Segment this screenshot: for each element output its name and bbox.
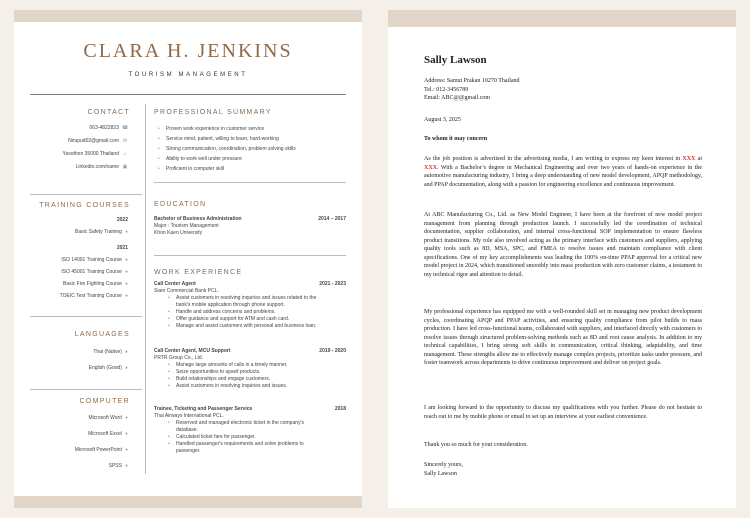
languages-title: LANGUAGES xyxy=(74,331,130,338)
job-entry xyxy=(154,406,346,455)
job-years: 2021 - 2023 xyxy=(319,281,346,287)
bullet-icon: ● xyxy=(124,365,128,371)
training-title: TRAINING COURSES xyxy=(39,202,130,209)
training-item: TOEIC Test Training Course ● xyxy=(59,293,128,299)
duty-item: • Build relationships and engage customers. xyxy=(176,376,346,383)
location-icon: ⌂ xyxy=(123,151,127,157)
duty-item: • Manage and assist customers with personal and business loan. xyxy=(176,323,346,330)
duty-item: • Manage large amounts of calls in a timely manner. xyxy=(176,362,346,369)
school: Khon Kaen University xyxy=(154,230,203,236)
major: Major : Tourism Management xyxy=(154,223,219,229)
duty-item: • Calculated ticket fare for passenger. xyxy=(176,434,346,441)
duty-continuation: passenger. xyxy=(176,448,201,454)
duty-item: • Assist customers in resolving inquiries and issues. xyxy=(176,383,346,390)
training-item: ISO 14001 Training Course ● xyxy=(61,257,128,263)
contact-linkedin: Linkedin.com/name ▣ xyxy=(62,161,128,174)
job-entry xyxy=(154,348,346,390)
job-role: Call Center Agent, MCU Support xyxy=(154,348,231,354)
bullet-icon: ● xyxy=(124,463,128,469)
letter-salutation: To whom it may concern xyxy=(424,136,488,142)
letter-signoff xyxy=(424,461,702,478)
job-duties xyxy=(154,420,346,455)
job-duties xyxy=(154,295,346,330)
computer-list xyxy=(75,410,128,474)
bullet-icon: ● xyxy=(124,257,128,263)
bullet-icon: ● xyxy=(124,293,128,299)
education-title: EDUCATION xyxy=(154,201,207,208)
language-item: English (Good) ● xyxy=(88,365,128,371)
placeholder-highlight: XXX xyxy=(682,156,696,162)
letter-top-band xyxy=(388,10,736,27)
job-duties xyxy=(154,362,346,390)
computer-item: Microsoft Word ● xyxy=(88,415,128,421)
duty-item: • Reserved and managed electronic ticket in the company's xyxy=(176,420,346,427)
education-years: 2014 – 2017 xyxy=(318,216,346,222)
summary-list xyxy=(166,124,296,174)
job-company: PRTR Group Co., Ltd. xyxy=(154,355,204,361)
linkedin-icon: ▣ xyxy=(122,164,128,170)
job-company: Thai Airways International PCL. xyxy=(154,413,224,419)
bullet-icon: ● xyxy=(124,415,128,421)
degree: Bachelor of Business Administration xyxy=(154,216,242,222)
sender-tel: Tel.: 012-3456789 xyxy=(424,86,469,93)
computer-item: Microsoft PowerPoint ● xyxy=(74,447,128,453)
job-role: Call Center Agent xyxy=(154,281,196,287)
duty-item: • Assist customers in resolving inquiries and issues related to the xyxy=(176,295,346,302)
column-divider xyxy=(145,104,146,474)
computer-title: COMPUTER xyxy=(79,398,130,405)
summary-item: • Service mind, patient, willing to learn, hard-working xyxy=(166,134,296,144)
job-years: 2019 - 2020 xyxy=(319,348,346,354)
job-entry xyxy=(154,281,346,330)
computer-item: Microsoft Excel ● xyxy=(88,431,128,437)
sender-contact xyxy=(424,77,702,103)
sender-email: Email: ABC@@gmail.com xyxy=(424,95,491,101)
bullet-icon: ● xyxy=(124,281,128,287)
mail-icon: ✉ xyxy=(122,138,128,144)
duty-item: • Handle and address concerns and problems. xyxy=(176,309,346,316)
training-list xyxy=(60,214,128,302)
summary-item: • Strong communication, coordination, problem solving skills xyxy=(166,144,296,154)
letter-paragraph-1: As the job position is advertised in the advertising media, I am writing to express my keen interest in XXX at XXX. With a Bachelor’s degree in Mechanical Engineering and over two years of hands-on experience in the automotive manufacturing industry, I bring a deep understanding of new model development, APQP methodology, and PPAP documentation, along with a passion for engineering excellence and continuous improvement. xyxy=(424,156,702,188)
divider xyxy=(30,316,142,317)
experience-title: WORK EXPERIENCE xyxy=(154,269,243,276)
training-item: Basic Fire Fighting Course ● xyxy=(63,281,128,287)
bullet-icon: ● xyxy=(124,431,128,437)
job-years: 2018 xyxy=(334,406,346,412)
contact-title: CONTACT xyxy=(87,109,130,116)
contact-address: Yasothon 35000 Thailand ⌂ xyxy=(62,148,128,161)
language-item: Thai (Native) ● xyxy=(93,349,128,355)
duty-item: • Seize opportunities to upsell products. xyxy=(176,369,346,376)
duty-continuation: bank's mobile application through phone support. xyxy=(176,302,285,308)
computer-item: SPSS ● xyxy=(108,463,128,469)
resume-page xyxy=(14,10,362,508)
bullet-icon: ● xyxy=(124,269,128,275)
training-year: 2022 xyxy=(116,217,128,223)
divider xyxy=(154,182,346,183)
duty-item: • Handled passenger's requirements and solve problems to xyxy=(176,441,346,448)
bottom-band xyxy=(14,496,362,508)
bullet-icon: ● xyxy=(124,349,128,355)
letter-date: August 3, 2025 xyxy=(424,117,461,123)
letter-paragraph-5: Thank you so much for your consideration. xyxy=(424,442,528,448)
bullet-icon: ● xyxy=(124,229,128,235)
phone-icon: ☎ xyxy=(122,125,129,131)
sender-address: Address: Samut Prakan 10270 Thailand xyxy=(424,78,520,84)
letter-paragraph-2: At ABC Manufacturing Co., Ltd. as New Model Engineer, I have been at the forefront of new model project management from planning through production launch. I successfully led the coordination of technical documentation, supplier collaboration, and internal cross-functional SOP implementation to ensure flawless product transitions. My role also involved acting as the primary interface with customers and suppliers, applying quality tools such as 8D, MSA, SPC, and FMEA to resolve issues and maintain compliance with client specifications. One of my key accomplishments was leading the 100% on-time PPAP approval for a critical new model project in 2024, which transitioned smoothly into mass production with zero customer claims, a testament to my technical rigor and attention to detail. xyxy=(424,212,702,278)
resume-name: CLARA H. JENKINS xyxy=(83,40,293,62)
languages-list xyxy=(89,344,128,376)
contact-list xyxy=(62,122,128,174)
letter-paragraph-4: I am looking forward to the opportunity to discuss my qualifications with you further. Please do not hesitate to reach out to me by mobile phone or email to set up an interview at your earliest convenience. xyxy=(424,405,702,420)
letter-closing: Sincerely yours, xyxy=(424,462,463,468)
divider xyxy=(30,389,142,390)
bullet-icon: ● xyxy=(124,447,128,453)
duty-item: • Offer guidance and support for ATM and cash card. xyxy=(176,316,346,323)
divider xyxy=(154,255,346,256)
contact-phone: 063-4822823 ☎ xyxy=(62,122,128,135)
cover-letter-page xyxy=(388,10,736,508)
divider xyxy=(30,194,142,195)
resume-subtitle: TOURISM MANAGEMENT xyxy=(128,72,248,78)
summary-item: • Proven work experience in customer service xyxy=(166,124,296,134)
placeholder-highlight: XXX xyxy=(424,164,437,171)
letter-sender-name: Sally Lawson xyxy=(424,54,487,66)
contact-email: Nirupud02@gmail.com ✉ xyxy=(62,135,128,148)
training-year: 2021 xyxy=(116,245,128,251)
summary-item: • Ability to work well under pressure xyxy=(166,154,296,164)
summary-title: PROFESSIONAL SUMMARY xyxy=(154,109,272,116)
job-company: Siam Commercial Bank PCL. xyxy=(154,288,219,294)
job-role: Trainee, Ticketing and Passenger Service xyxy=(154,406,253,412)
header-divider xyxy=(30,94,346,95)
duty-continuation: database. xyxy=(176,427,198,433)
training-item: ISO 45001 Training Course ● xyxy=(61,269,128,275)
education-entry xyxy=(154,216,346,237)
training-item: Basic Safety Training ● xyxy=(75,229,128,235)
summary-item: • Proficient in computer skill xyxy=(166,164,296,174)
letter-paragraph-3: My professional experience has equipped me with a well-rounded skill set in managing new product development cycles, coordinating APQP and PPAP activities, and ensuring quality compliance from pilot builds to mass production. I have led cross-functional teams, collaborated with suppliers, and interfaced directly with customers to resolve issues through structured problem-solving methods such as 8D and root cause analysis. In addition to my technical capabilities, I bring strong soft skills in communication, critical thinking, adaptability, and time management. These strengths allow me to effectively manage complex projects, prioritize tasks under pressure, and foster teamwork across departments to drive continuous improvement and deliver on project goals. xyxy=(424,309,702,366)
letter-signature: Sally Lawson xyxy=(424,470,457,477)
top-band xyxy=(14,10,362,22)
